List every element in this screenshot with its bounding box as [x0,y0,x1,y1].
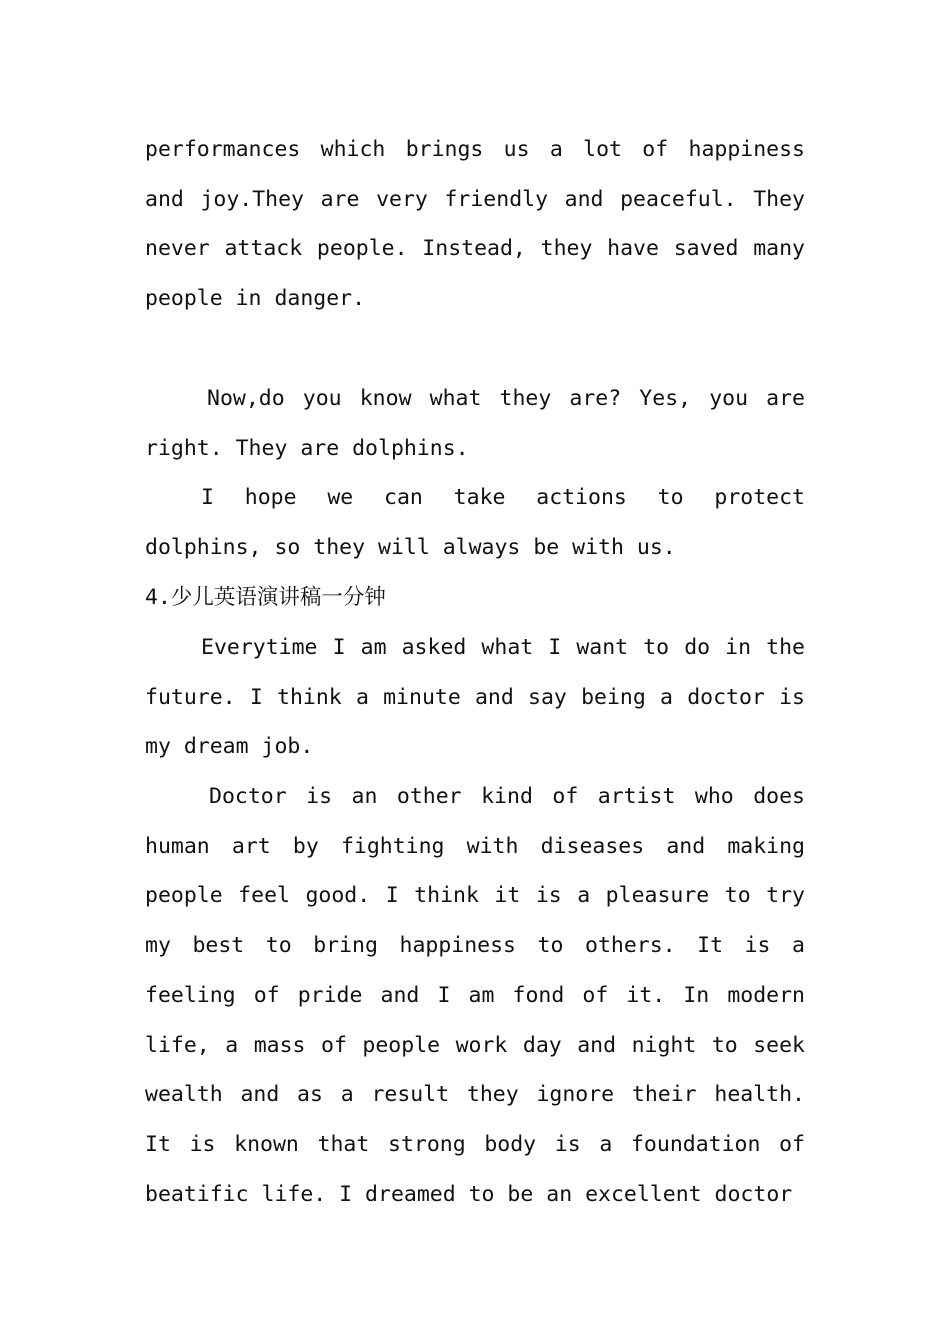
paragraph-dream-job: Everytime I am asked what I want to do in the future. I think a minute and say being a doctor is my dream job. [145,635,805,760]
paragraph-doctor-artist: Doctor is an other kind of artist who does human art by fighting with diseases and making people feel good. I think it is a pleasure to try my best to bring happiness to others. It is a feeling of pride and I am fond of it. In modern life, a mass of people work day and night to seek wealth and as a result they ignore their health. It is known that strong body is a foundation of beatific life. I dreamed to be an excellent doctor [145,784,805,1207]
paragraph-dolphin-description: performances which brings us a lot of happiness and joy.They are very friendly and peaceful. They never attack people. Instead, they have saved many people in danger. [145,137,805,312]
section-heading: 4.少儿英语演讲稿一分钟 [145,585,386,610]
paragraph-dolphin-question: Now,do you know what they are? Yes, you are right. They are dolphins. [145,386,805,461]
paragraph-dolphin-protect: I hope we can take actions to protect dolphins, so they will always be with us. [145,485,805,560]
